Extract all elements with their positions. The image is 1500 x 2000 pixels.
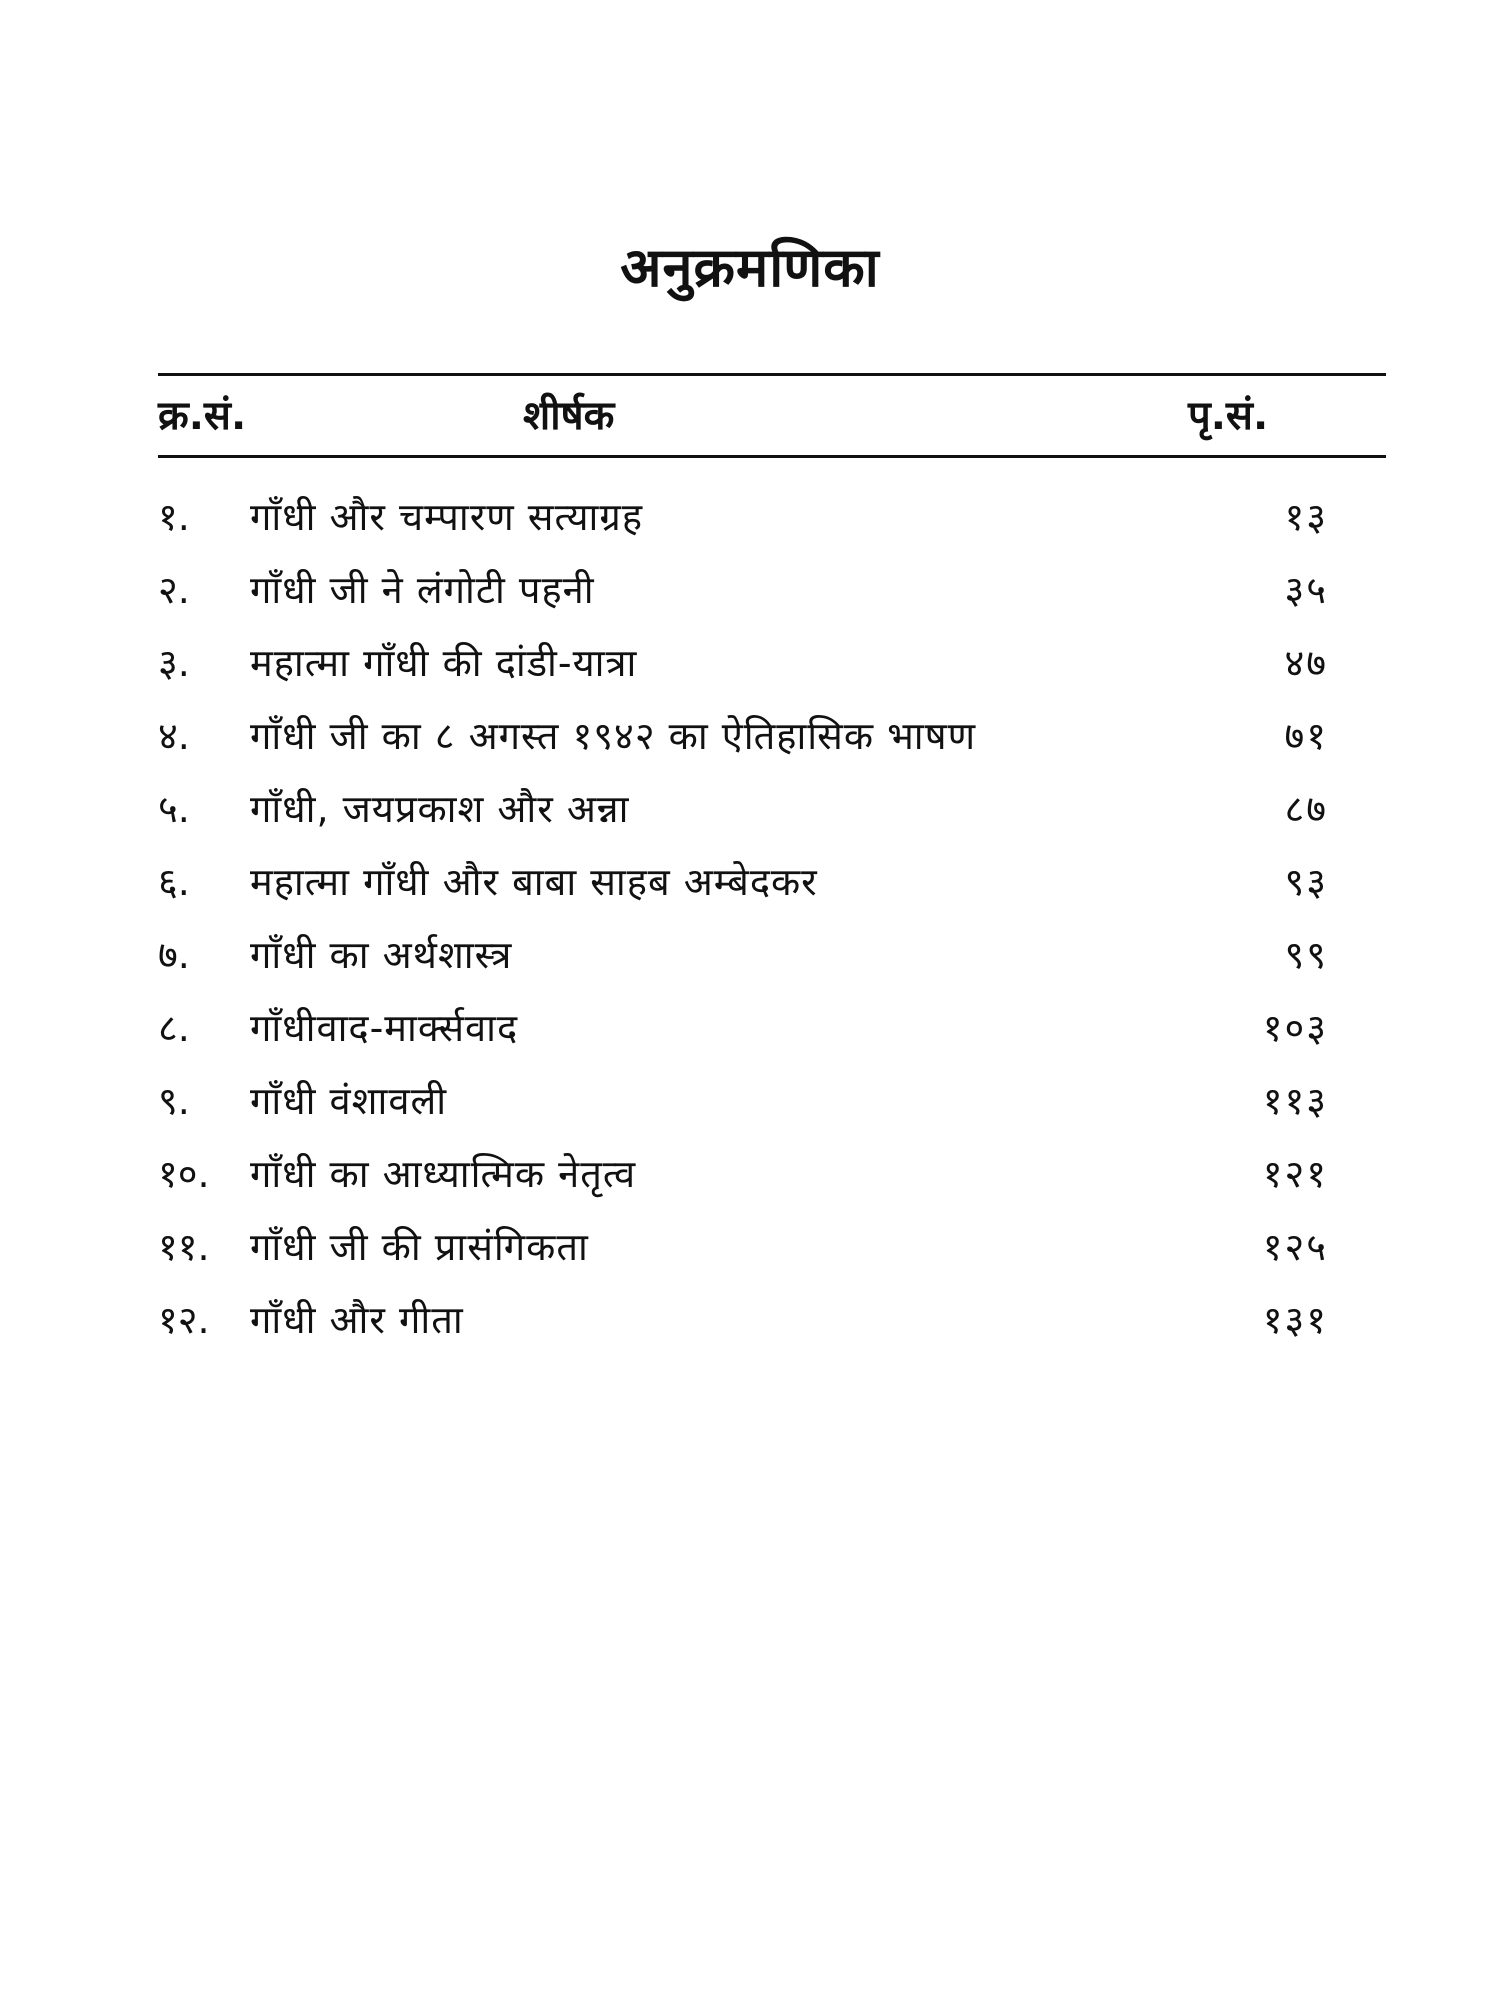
list-item	[158, 633, 1328, 693]
entry-page-number: १३१	[1262, 1298, 1328, 1342]
entry-page-number: ७१	[1284, 714, 1328, 758]
list-item	[158, 779, 1328, 839]
entry-page-number: ११३	[1262, 1079, 1328, 1123]
entry-page-number: ८७	[1284, 787, 1328, 831]
entry-title: गाँधी का आध्यात्मिक नेतृत्व	[250, 1152, 637, 1196]
list-item	[158, 487, 1328, 547]
entry-title: गाँधी और गीता	[250, 1298, 464, 1342]
entry-number: २.	[158, 568, 190, 612]
list-item	[158, 1290, 1328, 1350]
page-title: अनुक्रमणिका	[620, 236, 880, 299]
list-item	[158, 925, 1328, 985]
entry-title: गाँधी जी का ८ अगस्त १९४२ का ऐतिहासिक भाषण	[250, 714, 977, 758]
entry-page-number: ३५	[1284, 568, 1328, 612]
list-item	[158, 706, 1328, 766]
entry-title: गाँधी और चम्पारण सत्याग्रह	[250, 495, 643, 539]
entry-title: गाँधी, जयप्रकाश और अन्ना	[250, 787, 630, 831]
entry-number: ७.	[158, 933, 190, 977]
entry-page-number: ४७	[1284, 641, 1328, 685]
entry-number: ४.	[158, 714, 190, 758]
entry-number: १.	[158, 495, 190, 539]
entry-number: ९.	[158, 1079, 190, 1123]
list-item	[158, 1071, 1328, 1131]
list-item	[158, 998, 1328, 1058]
entry-number: ८.	[158, 1006, 190, 1050]
entry-page-number: ९९	[1284, 933, 1328, 977]
header-serial-label: क्र.सं.	[158, 393, 247, 439]
entry-page-number: ९३	[1284, 860, 1328, 904]
entry-title: गाँधी जी की प्रासंगिकता	[250, 1225, 589, 1269]
list-item	[158, 560, 1328, 620]
entry-number: ३.	[158, 641, 190, 685]
entry-number: ६.	[158, 860, 190, 904]
entry-number: १२.	[158, 1298, 210, 1342]
entry-title: गाँधी का अर्थशास्त्र	[250, 933, 513, 977]
entry-page-number: १२१	[1262, 1152, 1328, 1196]
entry-title: गाँधी जी ने लंगोटी पहनी	[250, 568, 595, 612]
list-item	[158, 1217, 1328, 1277]
entry-number: ११.	[158, 1225, 210, 1269]
entry-title: महात्मा गाँधी और बाबा साहब अम्बेदकर	[250, 860, 818, 904]
entry-title: गाँधीवाद-मार्क्सवाद	[250, 1006, 519, 1050]
entry-number: ५.	[158, 787, 190, 831]
header-heading-label: शीर्षक	[523, 393, 615, 439]
entry-page-number: १०३	[1262, 1006, 1328, 1050]
entry-title: गाँधी वंशावली	[250, 1079, 448, 1123]
entry-number: १०.	[158, 1152, 210, 1196]
entry-page-number: १२५	[1262, 1225, 1328, 1269]
header-page-label: पृ.सं.	[1188, 393, 1269, 439]
entry-page-number: १३	[1284, 495, 1328, 539]
list-item	[158, 852, 1328, 912]
list-item	[158, 1144, 1328, 1204]
entry-title: महात्मा गाँधी की दांडी-यात्रा	[250, 641, 638, 685]
